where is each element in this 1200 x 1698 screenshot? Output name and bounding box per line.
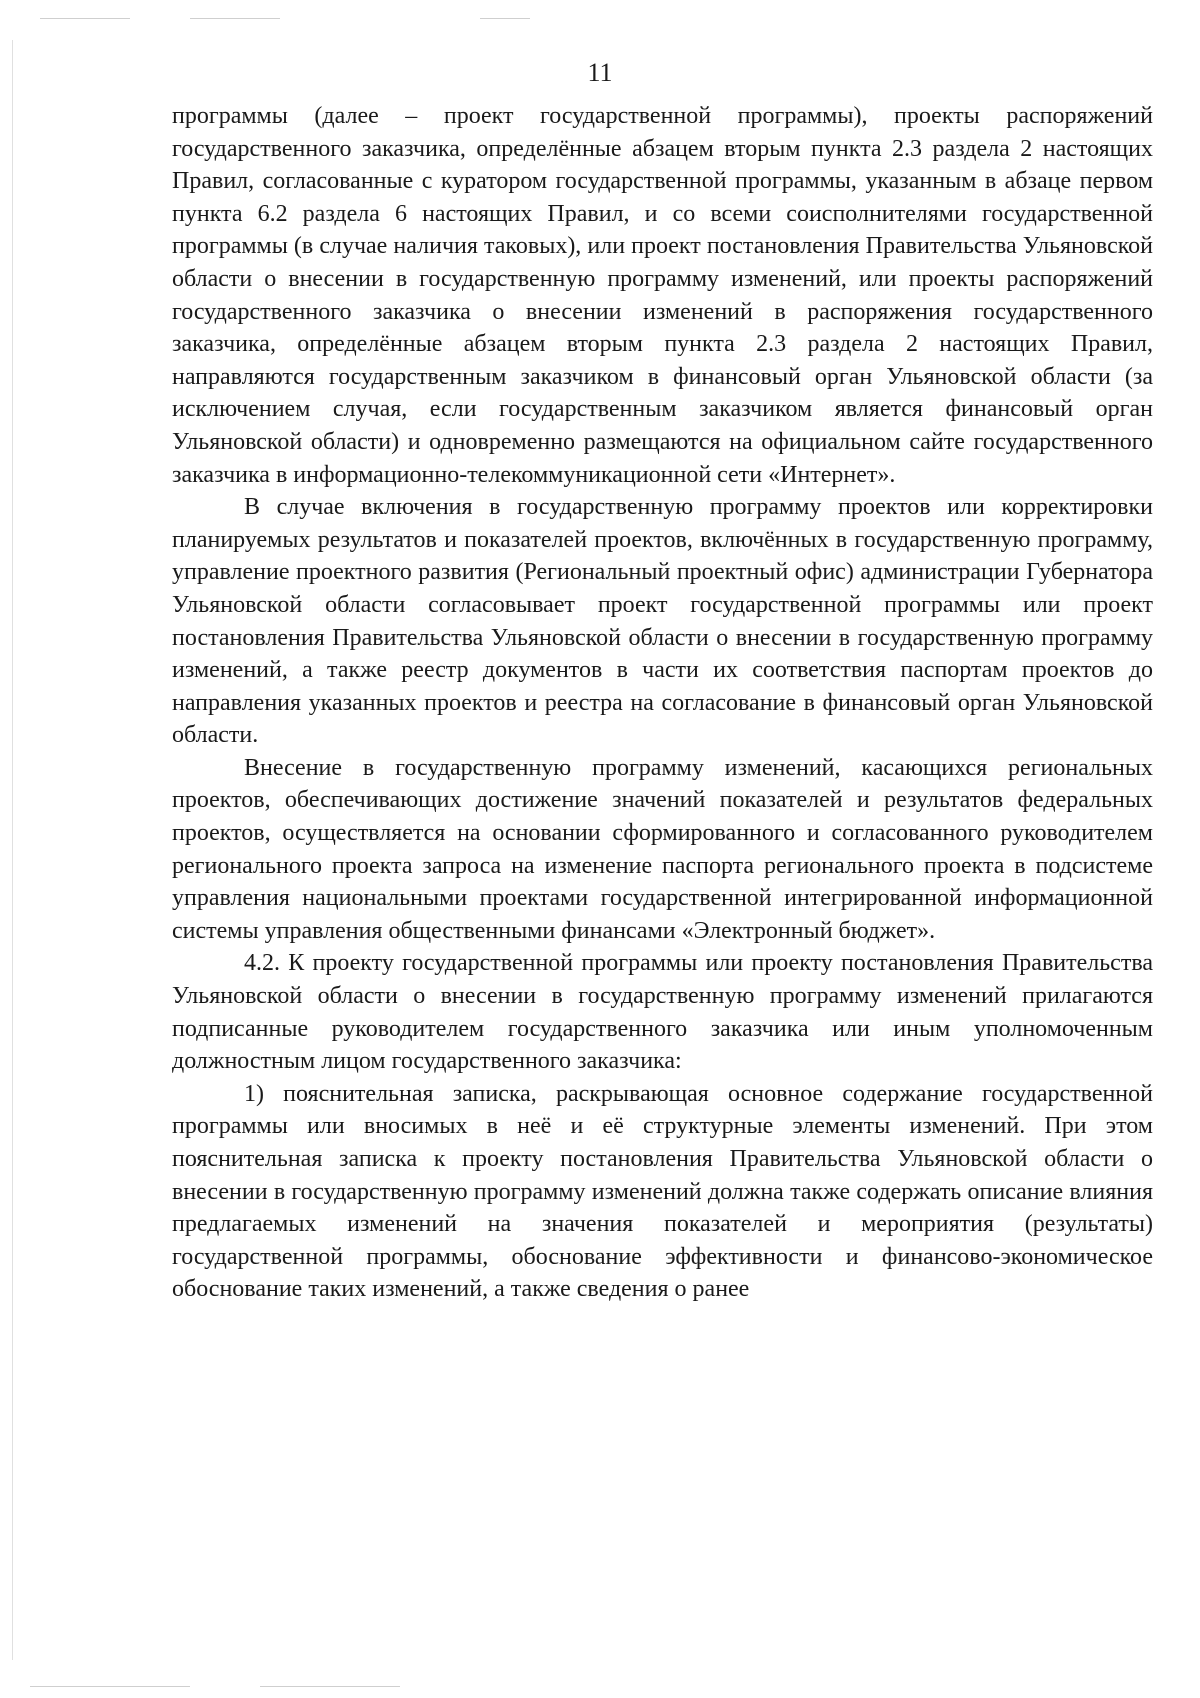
- scan-artifact-top: [190, 18, 280, 19]
- scan-artifact-top: [480, 18, 530, 19]
- paragraph: программы (далее – проект государственной программы), проекты распоряжений государственного заказчика, определённые абзацем вторым пункта 2.3 раздела 2 настоящих Правил, согласованные с куратором государственной программы, указанным в абзаце первом пункта 6.2 раздела 6 настоящих Правил, и со всеми соисполнителями государственной программы (в случае наличия таковых), или проект постановления Правительства Ульяновской области о внесении в государственную программу изменений, или проекты распоряжений государственного заказчика о внесении изменений в распоряжения государственного заказчика, определённые абзацем вторым пункта 2.3 раздела 2 настоящих Правил, направляются государственным заказчиком в финансовый орган Ульяновской области (за исключением случая, если государственным заказчиком является финансовый орган Ульяновской области) и одновременно размещаются на официальном сайте государственного заказчика в информационно-телекоммуникационной сети «Интернет».: [172, 103, 1153, 488]
- scan-artifact-bottom: [30, 1686, 190, 1687]
- paragraph: 1) пояснительная записка, раскрывающая основное содержание государственной программы или вносимых в неё и её структурные элементы изменений. При этом пояснительная записка к проекту постановления Правительства Ульяновской области о внесении в государственную программу изменений должна также содержать описание влияния предлагаемых изменений на значения показателей и мероприятия (результаты) государственной программы, обоснование эффективности и финансово-экономическое обоснование таких изменений, а также сведения о ранее: [172, 1080, 1153, 1303]
- scan-artifact-left: [12, 40, 13, 1660]
- paragraph: В случае включения в государственную программу проектов или корректировки планируемых результатов и показателей проектов, включённых в государственную программу, управление проектного развития (Региональный проектный офис) администрации Губернатора Ульяновской области согласовывает проект государственной программы или проект постановления Правительства Ульяновской области о внесении в государственную программу изменений, а также реестр документов в части их соответствия паспортам проектов до направления указанных проектов и реестра на согласование в финансовый орган Ульяновской области.: [172, 494, 1153, 749]
- document-body: [172, 100, 1153, 1306]
- paragraph: Внесение в государственную программу изменений, касающихся региональных проектов, обеспечивающих достижение значений показателей и результатов федеральных проектов, осуществляется на основании сформированного и согласованного руководителем регионального проекта запроса на изменение паспорта регионального проекта в подсистеме управления национальными проектами государственной интегрированной информационной системы управления общественными финансами «Электронный бюджет».: [172, 754, 1153, 944]
- paragraph: 4.2. К проекту государственной программы или проекту постановления Правительства Ульяновской области о внесении в государственную программу изменений прилагаются подписанные руководителем государственного заказчика или иным уполномоченным должностным лицом государственного заказчика:: [172, 950, 1153, 1075]
- scan-artifact-bottom: [260, 1686, 400, 1687]
- page-number: 11: [587, 58, 613, 87]
- scan-artifact-top: [40, 18, 130, 19]
